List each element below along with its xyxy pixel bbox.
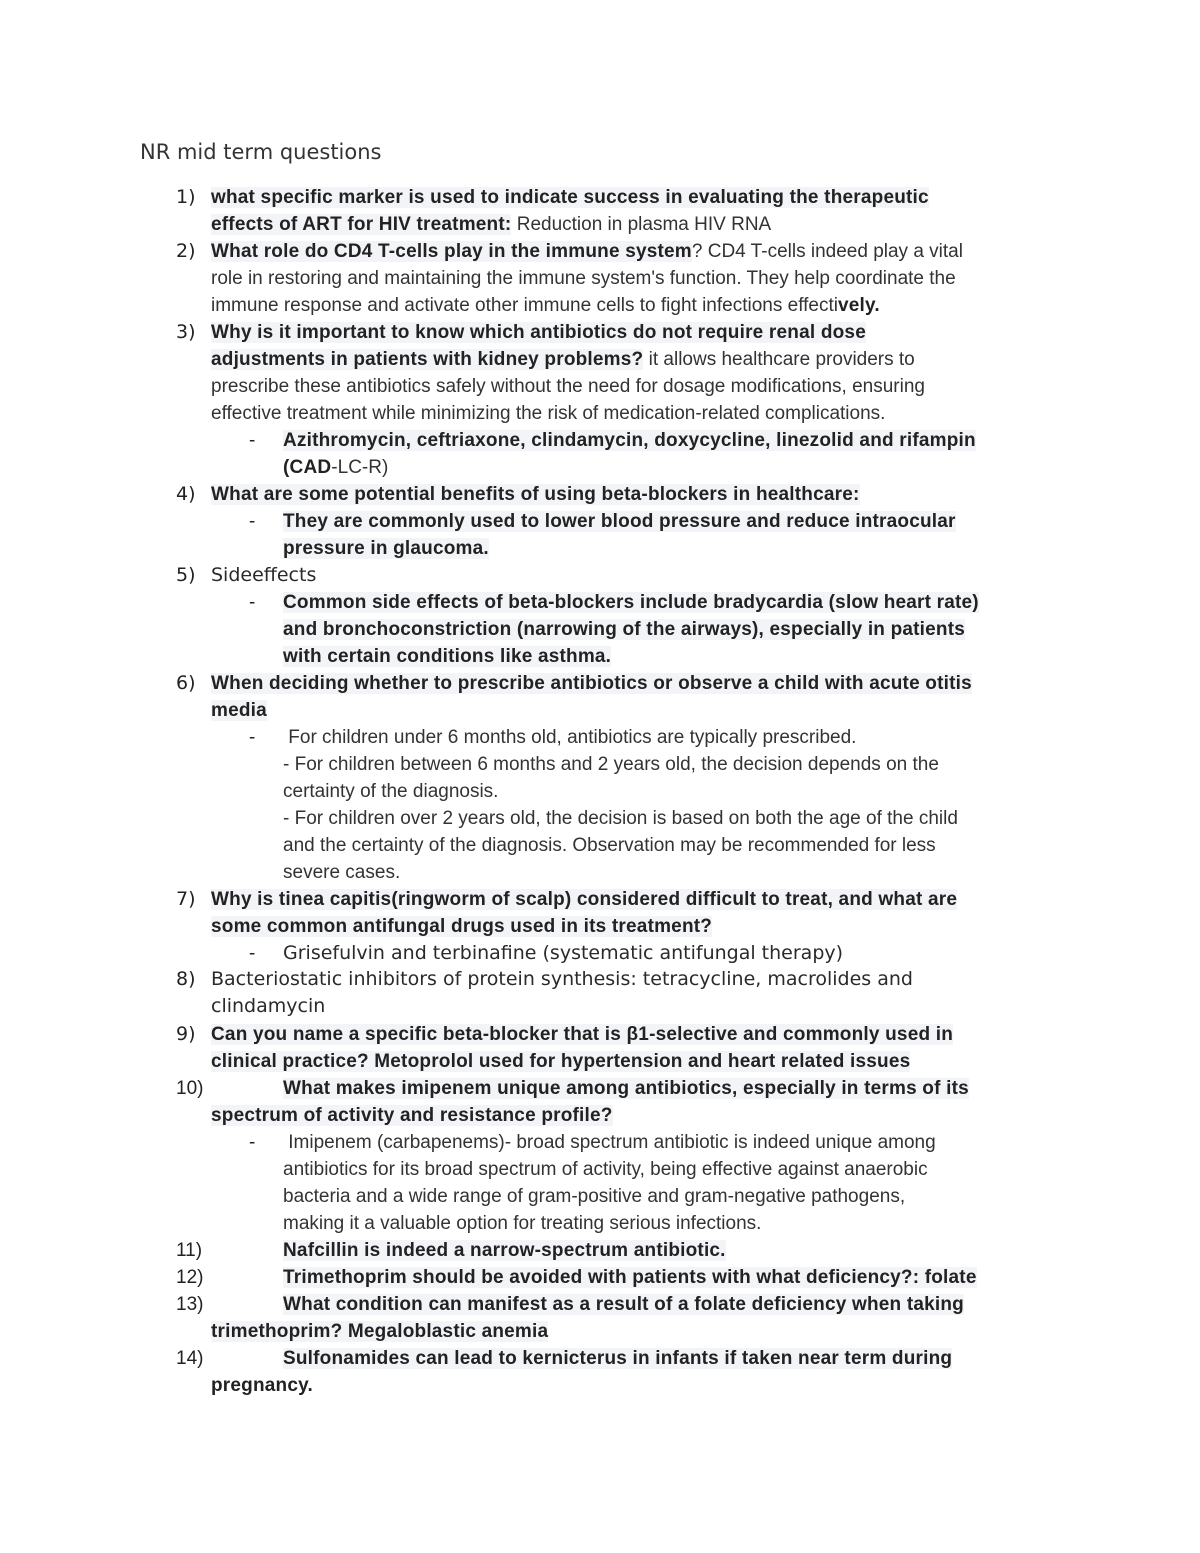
answer-text: role in restoring and maintaining the immune system's function. They help coordinate the bbox=[211, 268, 956, 289]
question-text: Why is it important to know which antibiotics do not require renal dose bbox=[211, 322, 866, 343]
bullet-text: with certain conditions like asthma. bbox=[283, 646, 612, 667]
question-text: Can you name a specific beta-blocker that is β1-selective and commonly used in bbox=[211, 1024, 954, 1045]
bullet-text: - For children over 2 years old, the decision is based on both the age of the child bbox=[283, 808, 958, 829]
bullet-text: - For children between 6 months and 2 years old, the decision depends on the bbox=[283, 754, 939, 775]
question-text: some common antifungal drugs used in its treatment? bbox=[211, 916, 713, 937]
item-number: 1) bbox=[176, 186, 196, 208]
bullet-dash: - bbox=[249, 943, 256, 964]
question-text: pregnancy. bbox=[211, 1375, 313, 1396]
item-number: 6) bbox=[176, 672, 196, 694]
bullet-text: certainty of the diagnosis. bbox=[283, 781, 499, 802]
item-number: 4) bbox=[176, 483, 196, 505]
bullet-text: and the certainty of the diagnosis. Observation may be recommended for less bbox=[283, 835, 936, 856]
answer-text: vely. bbox=[837, 295, 880, 316]
item-number: 2) bbox=[176, 240, 196, 262]
item-number: 7) bbox=[176, 888, 196, 910]
bullet-text: bacteria and a wide range of gram-positive and gram-negative pathogens, bbox=[283, 1186, 906, 1207]
answer-text: Reduction in plasma HIV RNA bbox=[516, 214, 772, 235]
question-text: clinical practice? Metoprolol used for hypertension and heart related issues bbox=[211, 1051, 911, 1072]
bullet-text: They are commonly used to lower blood pressure and reduce intraocular bbox=[283, 511, 956, 532]
bullet-text: Imipenem (carbapenems)- broad spectrum antibiotic is indeed unique among bbox=[283, 1132, 936, 1153]
item-number: 5) bbox=[176, 564, 196, 586]
bullet-text: Grisefulvin and terbinafine (systematic antifungal therapy) bbox=[283, 942, 844, 964]
answer-text: ? CD4 T-cells indeed play a vital bbox=[691, 241, 963, 262]
item-number: 14) bbox=[176, 1348, 204, 1369]
question-text: trimethoprim? Megaloblastic anemia bbox=[211, 1321, 549, 1342]
answer-text: effective treatment while minimizing the risk of medication-related complications. bbox=[211, 403, 886, 424]
question-text: What role do CD4 T-cells play in the immune system bbox=[211, 241, 692, 262]
item-number: 10) bbox=[176, 1078, 204, 1099]
bullet-text: severe cases. bbox=[283, 862, 401, 883]
bullet-text: (CAD bbox=[283, 457, 332, 478]
bullet-text: Azithromycin, ceftriaxone, clindamycin, doxycycline, linezolid and rifampin bbox=[283, 430, 976, 451]
item-number: 8) bbox=[176, 968, 196, 990]
item-number: 9) bbox=[176, 1023, 196, 1045]
bullet-dash: - bbox=[249, 430, 256, 451]
question-text: Sulfonamides can lead to kernicterus in infants if taken near term during bbox=[283, 1348, 953, 1369]
bullet-dash: - bbox=[249, 727, 256, 748]
question-text: When deciding whether to prescribe antibiotics or observe a child with acute otitis bbox=[211, 673, 972, 694]
item-text: clindamycin bbox=[211, 995, 326, 1017]
bullet-text: making it a valuable option for treating serious infections. bbox=[283, 1213, 762, 1234]
answer-text: it allows healthcare providers to bbox=[643, 349, 915, 370]
question-text: Nafcillin is indeed a narrow-spectrum antibiotic. bbox=[283, 1240, 726, 1261]
item-text: Sideeffects bbox=[211, 564, 317, 586]
bullet-dash: - bbox=[249, 1132, 256, 1153]
bullet-text: and bronchoconstriction (narrowing of the airways), especially in patients bbox=[283, 619, 966, 640]
bullet-dash: - bbox=[249, 592, 256, 613]
question-text: media bbox=[211, 700, 267, 721]
answer-text: immune response and activate other immune cells to fight infections effecti bbox=[211, 295, 838, 316]
question-text: Why is tinea capitis(ringworm of scalp) considered difficult to treat, and what are bbox=[211, 889, 958, 910]
item-number: 11) bbox=[176, 1240, 203, 1261]
bullet-text: -LC-R) bbox=[331, 457, 389, 478]
question-text: adjustments in patients with kidney problems? bbox=[211, 349, 644, 370]
question-text: what specific marker is used to indicate success in evaluating the therapeutic bbox=[211, 187, 929, 208]
question-text: What condition can manifest as a result of a folate deficiency when taking bbox=[283, 1294, 964, 1315]
question-text: effects of ART for HIV treatment: bbox=[211, 214, 512, 235]
item-number: 3) bbox=[176, 321, 196, 343]
item-text: Bacteriostatic inhibitors of protein synthesis: tetracycline, macrolides and bbox=[211, 968, 913, 990]
question-text: What makes imipenem unique among antibiotics, especially in terms of its bbox=[283, 1078, 969, 1099]
answer-text: prescribe these antibiotics safely without the need for dosage modifications, ensuring bbox=[211, 376, 925, 397]
bullet-text: pressure in glaucoma. bbox=[283, 538, 489, 559]
item-number: 13) bbox=[176, 1294, 204, 1315]
bullet-text: antibiotics for its broad spectrum of activity, being effective against anaerobic bbox=[283, 1159, 928, 1180]
bullet-text: For children under 6 months old, antibiotics are typically prescribed. bbox=[283, 727, 857, 748]
bullet-dash: - bbox=[249, 511, 256, 532]
document-title: NR mid term questions bbox=[140, 140, 382, 164]
bullet-text: Common side effects of beta-blockers include bradycardia (slow heart rate) bbox=[283, 592, 979, 613]
question-text: spectrum of activity and resistance profile? bbox=[211, 1105, 613, 1126]
item-number: 12) bbox=[176, 1267, 204, 1288]
question-text: Trimethoprim should be avoided with patients with what deficiency?: folate bbox=[283, 1267, 977, 1288]
question-text: What are some potential benefits of using beta-blockers in healthcare: bbox=[211, 484, 860, 505]
